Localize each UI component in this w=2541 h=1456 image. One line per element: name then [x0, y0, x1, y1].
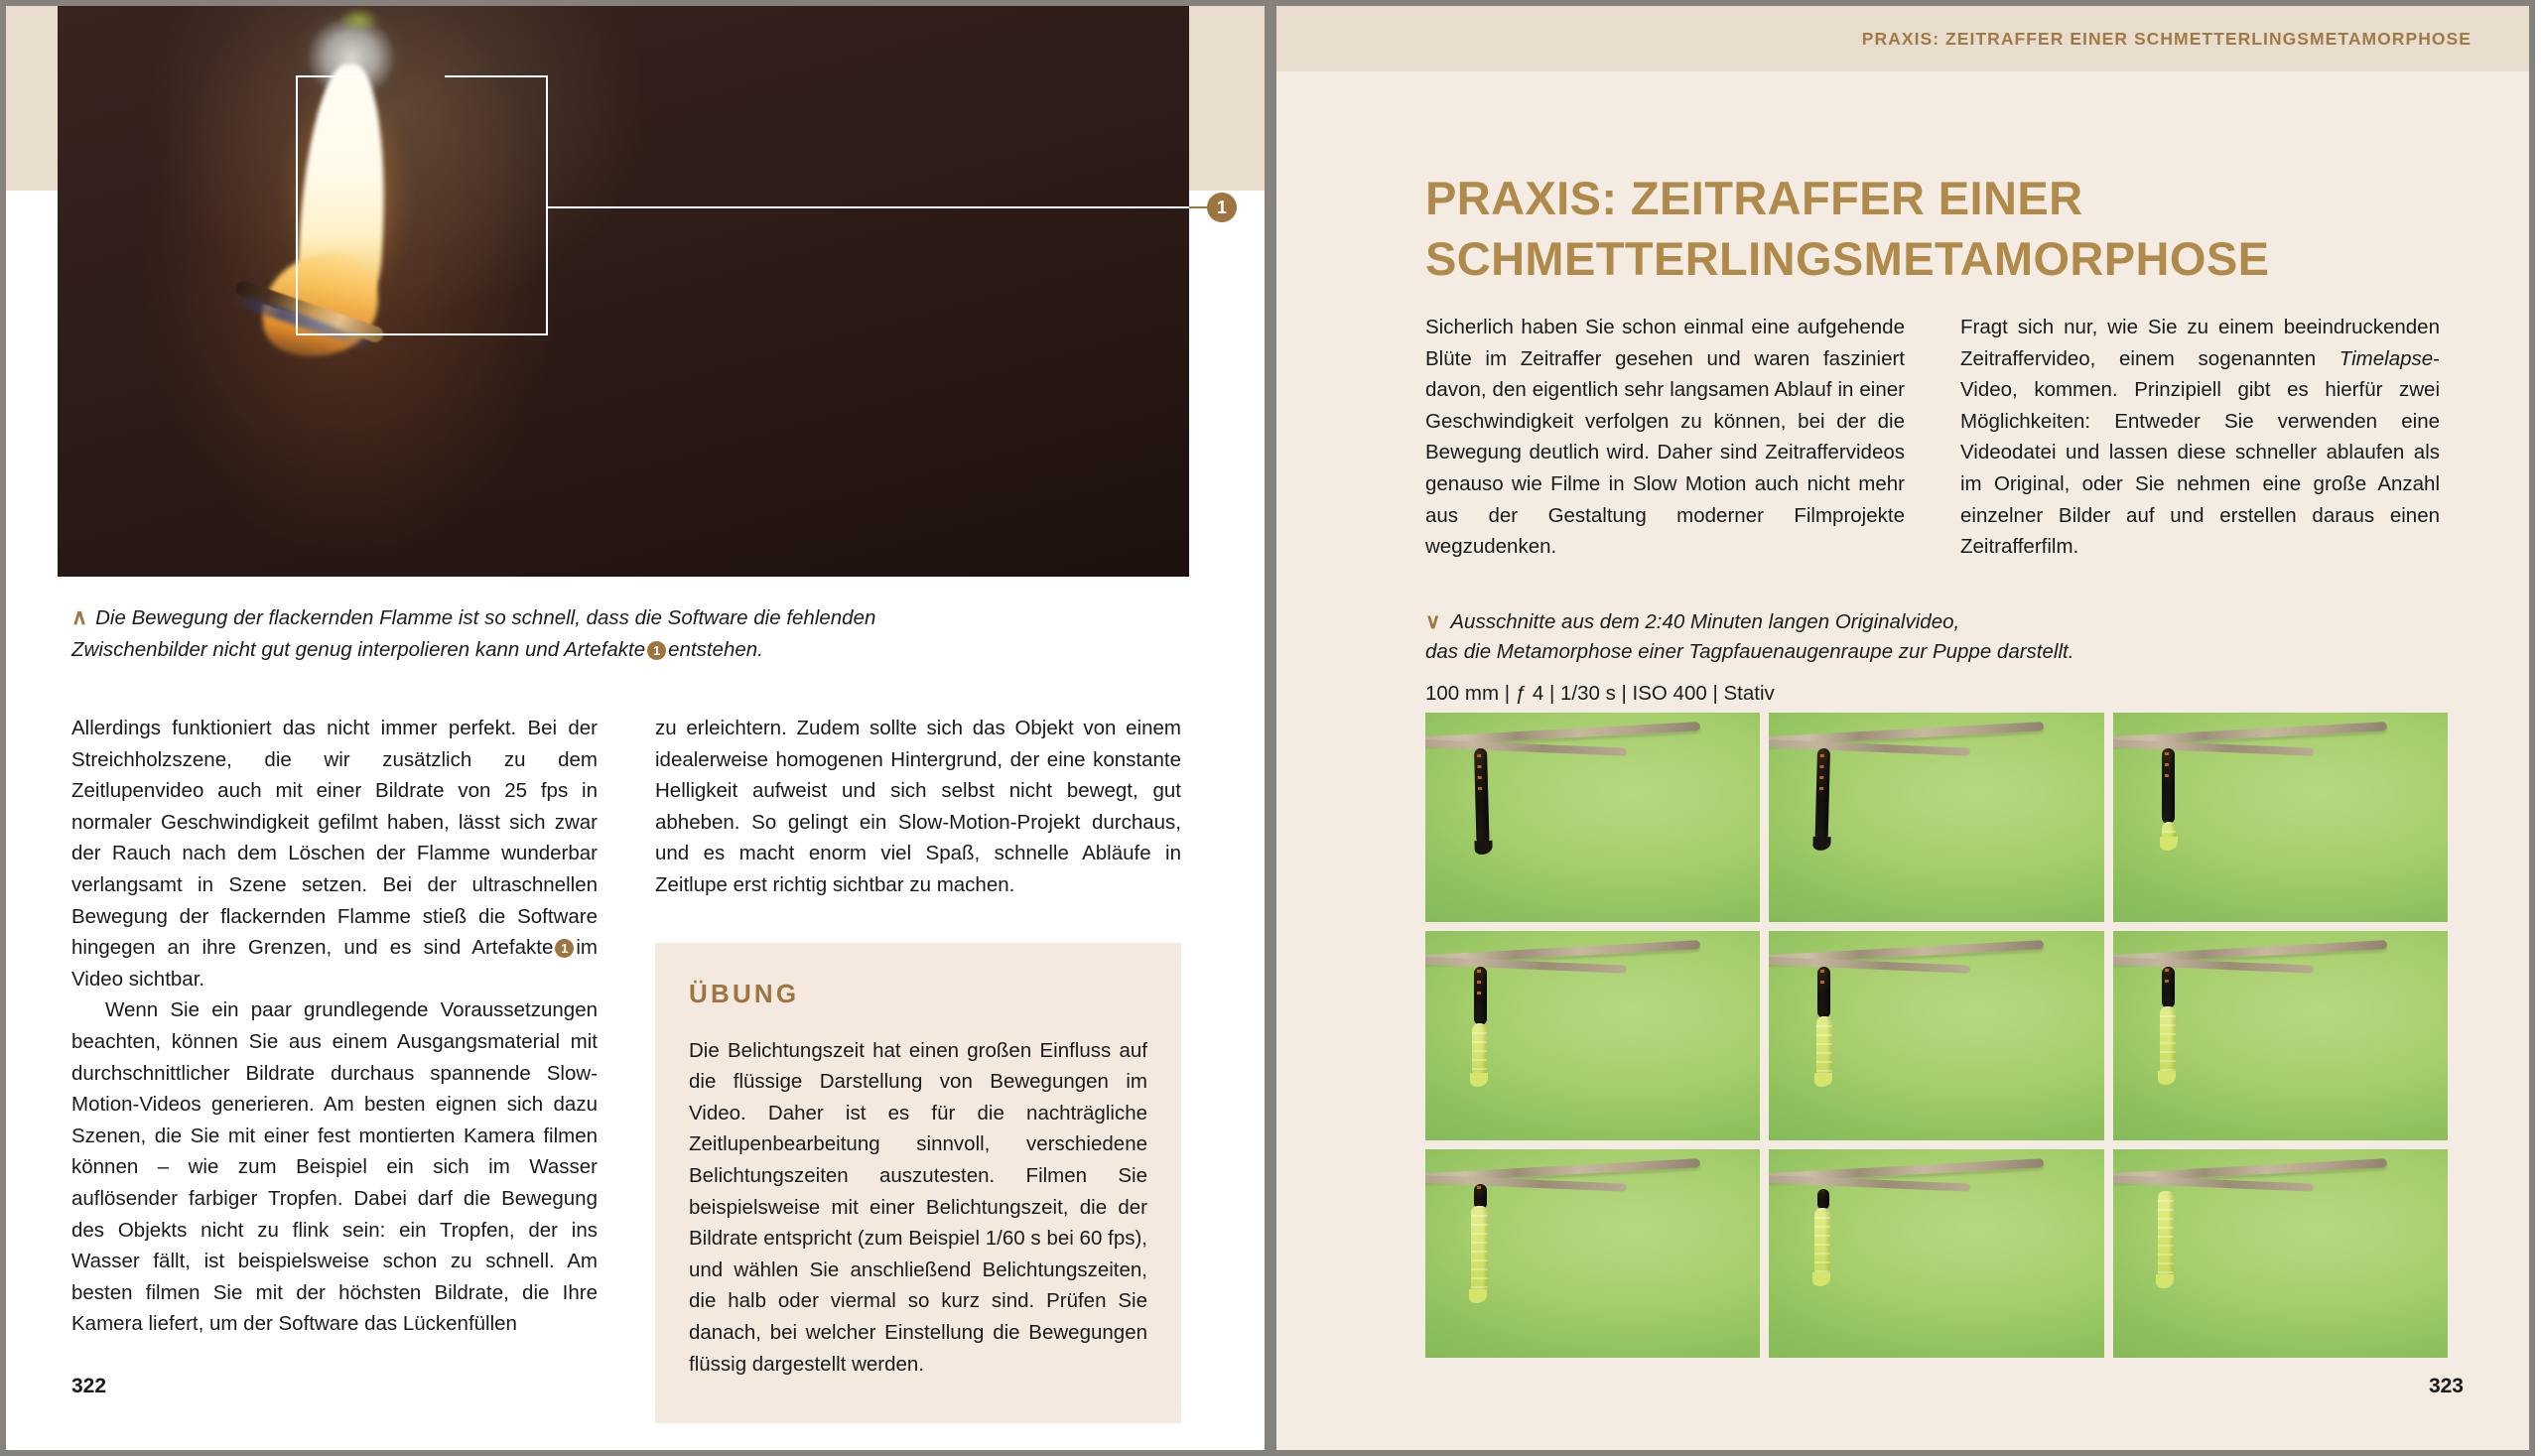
caterpillar-remnant [1817, 1189, 1829, 1210]
right-page [1276, 0, 2535, 1456]
inline-badge-1: 1 [647, 641, 666, 660]
metamorphosis-frame-grid [1425, 713, 2448, 1358]
twig-secondary [1769, 1175, 1969, 1192]
page-number-right: 323 [2428, 1375, 2464, 1397]
sequence-frame-3 [2113, 713, 2448, 922]
caret-up-icon: ∧ [71, 604, 88, 629]
paragraph-fragt-sich-part-a: Fragt sich nur, wie Sie zu einem beeindruckenden Zeitraffervideo, einem sogenannten [1960, 316, 2440, 370]
sequence-frame-8 [1769, 1149, 2103, 1359]
pupa-emerging [2160, 1006, 2176, 1076]
twig-secondary [2113, 1175, 2314, 1192]
pupa-tip [2160, 837, 2178, 851]
pupa-tip [1469, 1289, 1487, 1303]
pupa-forming [1471, 1206, 1488, 1294]
right-page-columns [1425, 312, 2440, 563]
paragraph-allerdings-part-b: im Video sichtbar. [71, 936, 598, 991]
paragraph-sicherlich: Sicherlich haben Sie schon einmal eine aufgehende Blüte im Zeitraffer gesehen und waren fasziniert davon, den eigentlich sehr langsamen Ablauf in einer Geschwindigkeit verfolgen zu können, bei der die Bewegung deutlich wird. Daher sind Zeitraffervideos genauso wie Filme in Slow Motion auch nicht mehr aus der Gestaltung moderner Filmprojekte wegzudenken. [1425, 316, 1905, 559]
inline-badge-1: 1 [555, 939, 574, 958]
sequence-frame-7 [1425, 1149, 1760, 1359]
callout-box-edge-left [296, 75, 359, 77]
caterpillar-markings [1819, 753, 1824, 792]
caterpillar-markings [1477, 970, 1481, 994]
twig-secondary [2113, 957, 2314, 974]
flame-caption-line-2b: entstehen. [668, 638, 763, 661]
pupa-emerging [2162, 822, 2176, 841]
twig-secondary [1769, 957, 1969, 974]
sequence-caption-line-2: das die Metamorphose einer Tagpfauenaugenraupe zur Puppe darstellt. [1425, 640, 2074, 663]
caterpillar-markings [1477, 754, 1482, 795]
twig-secondary [1425, 1175, 1626, 1192]
flame-caption-line-1: Die Bewegung der flackernden Flamme ist so schnell, dass die Software die fehlenden [95, 606, 876, 629]
caterpillar-tail [1813, 836, 1831, 850]
page-title-line-2: SCHMETTERLINGSMETAMORPHOSE [1425, 232, 2270, 286]
paragraph-fragt-sich [1960, 312, 2440, 563]
left-column-1 [71, 713, 598, 1423]
caterpillar-markings [2165, 969, 2169, 987]
caterpillar-markings [1820, 970, 1824, 992]
flame-photograph [58, 6, 1189, 577]
paragraph-allerdings-part-a: Allerdings funktioniert das nicht immer perfekt. Bei der Streichholzszene, die wir zusätzlich zu dem Zeitlupenvideo auch mit einer Bildrate von 25 fps in normaler Geschwindigkeit gefilmt haben, lässt sich zwar der Rauch nach dem Löschen der Flamme wunderbar verlangsamt in Szene setzen. Bei der ultraschnellen Bewegung der flackernden Flamme stieß die Software hingegen an ihre Grenzen, und es sind Artefakte [71, 717, 598, 960]
pupa-segments [2158, 1191, 2174, 1279]
pupa-tip [2156, 1274, 2174, 1288]
callout-leader-line [548, 206, 1203, 208]
callout-box-edge-right [445, 75, 548, 77]
caterpillar-markings [1477, 1186, 1481, 1197]
exercise-box [655, 943, 1181, 1424]
flame-caption-line-2a: Zwischenbilder nicht gut genug interpolieren kann und Artefakte [71, 638, 646, 661]
pupa-tip [2158, 1071, 2176, 1085]
exercise-box-title: ÜBUNG [689, 978, 800, 1008]
twig-secondary [1425, 957, 1626, 974]
twig-secondary [1769, 738, 1969, 755]
paragraph-fragt-sich-part-b: -Video, kommen. Prinzipiell gibt es hierfür zwei Möglichkeiten: Entweder Sie verwenden eine Videodatei und lassen diese schneller ablaufen als im Original, oder Sie nehmen eine große Anzahl einzelner Bilder auf und erstellen daraus einen Zeitrafferfilm. [1960, 346, 2440, 559]
pupa-complete [2158, 1191, 2174, 1279]
caterpillar [1474, 967, 1487, 1025]
twig-secondary [2113, 738, 2314, 755]
running-head-band [1276, 6, 2529, 71]
exercise-box-text: Die Belichtungszeit hat einen großen Einfluss auf die flüssige Darstellung von Bewegungen im Video. Daher ist es für die nachträgliche Zeitlupenbearbeitung sinnvoll, verschiedene Belichtungszeiten auszutesten. Filmen Sie beispielsweise mit einer Belichtungszeit, die der Bildrate entspricht (zum Beispiel 1/60 s bei 60 fps), und wählen Sie anschließend Belichtungszeiten, die halb oder viermal so kurz sind. Prüfen Sie danach, bei welcher Einstellung die Bewegungen flüssig dargestellt werden. [689, 1038, 1147, 1376]
page-title [1425, 168, 2448, 289]
twig-secondary [1425, 738, 1626, 755]
pupa-emerging [1472, 1023, 1487, 1078]
caterpillar [2162, 967, 2175, 1008]
pupa-tip [1812, 1272, 1830, 1286]
exif-line: 100 mm | ƒ 4 | 1/30 s | ISO 400 | Stativ [1425, 682, 1775, 705]
artifact-callout-box [296, 75, 548, 335]
pupa-segments [1471, 1206, 1488, 1294]
pupa-forming [1814, 1208, 1830, 1277]
pupa-tip [1470, 1073, 1488, 1087]
page-title-line-1: PRAXIS: ZEITRAFFER EINER [1425, 172, 2083, 225]
pupa-emerging [1816, 1016, 1832, 1077]
sequence-frame-2 [1769, 713, 2103, 922]
paragraph-voraussetzungen: Wenn Sie ein paar grundlegende Voraussetzungen beachten, können Sie aus einem Ausgangsmaterial mit durchschnittlicher Bildrate durchaus spannende Slow-Motion-Videos generieren. Am besten eignen sich dazu Szenen, die Sie mit einer fest montierten Kamera filmen können – wie zum Beispiel ein sich im Wasser auflösender farbiger Tropfen. Dabei darf die Bewegung des Objekts nicht zu flink sein: ein Tropfen, der ins Wasser fällt, ist beispielsweise schon zu schnell. Am besten filmen Sie mit der höchsten Bildrate, die Ihre Kamera liefert, um der Software das Lückenfüllen [71, 998, 598, 1336]
pupa-segments [1472, 1023, 1487, 1078]
sequence-frame-4 [1425, 931, 1760, 1140]
caterpillar [2162, 748, 2175, 824]
book-spine [1265, 0, 1276, 1456]
sequence-frame-5 [1769, 931, 2103, 1140]
caterpillar-markings [2165, 752, 2169, 784]
caterpillar-tail [1474, 841, 1492, 855]
sequence-caption-text-1: Ausschnitte aus dem 2:40 Minuten langen Originalvideo, [1450, 610, 1960, 633]
pupa-segments [1816, 1016, 1832, 1077]
caterpillar [1474, 748, 1490, 845]
caterpillar [1817, 967, 1830, 1019]
sequence-frame-1 [1425, 713, 1760, 922]
flame-figure [58, 6, 1227, 577]
left-page-columns [71, 713, 1181, 1423]
paragraph-erleichtern: zu erleichtern. Zudem sollte sich das Objekt von einem idealerweise homogenen Hintergrund, der eine konstante Helligkeit aufweist und sich selbst nicht bewegt, gut abheben. So gelingt ein Slow-Motion-Projekt durchaus, und es macht enorm viel Spaß, schnelle Abläufe in Zeitlupe erst richtig sichtbar zu machen. [655, 717, 1181, 896]
paragraph-allerdings [71, 713, 598, 994]
sequence-frame-9 [2113, 1149, 2448, 1359]
flame-figure-caption [71, 601, 1183, 666]
sequence-caption-line-1 [1425, 607, 2448, 637]
pupa-segments [2160, 1006, 2176, 1076]
sequence-caption [1425, 607, 2448, 709]
right-column-1 [1425, 312, 1905, 563]
term-timelapse: Timelapse [2339, 346, 2434, 370]
caterpillar [1815, 748, 1830, 841]
pupa-segments [1814, 1208, 1830, 1277]
caret-down-icon: ∨ [1425, 610, 1441, 633]
pupa-tip [1814, 1073, 1832, 1087]
left-page [0, 0, 1265, 1456]
running-head: PRAXIS: ZEITRAFFER EINER SCHMETTERLINGSMETAMORPHOSE [1861, 28, 2472, 49]
sequence-frame-6 [2113, 931, 2448, 1140]
callout-badge-1: 1 [1207, 193, 1237, 222]
left-column-2 [655, 713, 1181, 1423]
page-number-left: 322 [71, 1375, 107, 1397]
right-column-2 [1960, 312, 2440, 563]
